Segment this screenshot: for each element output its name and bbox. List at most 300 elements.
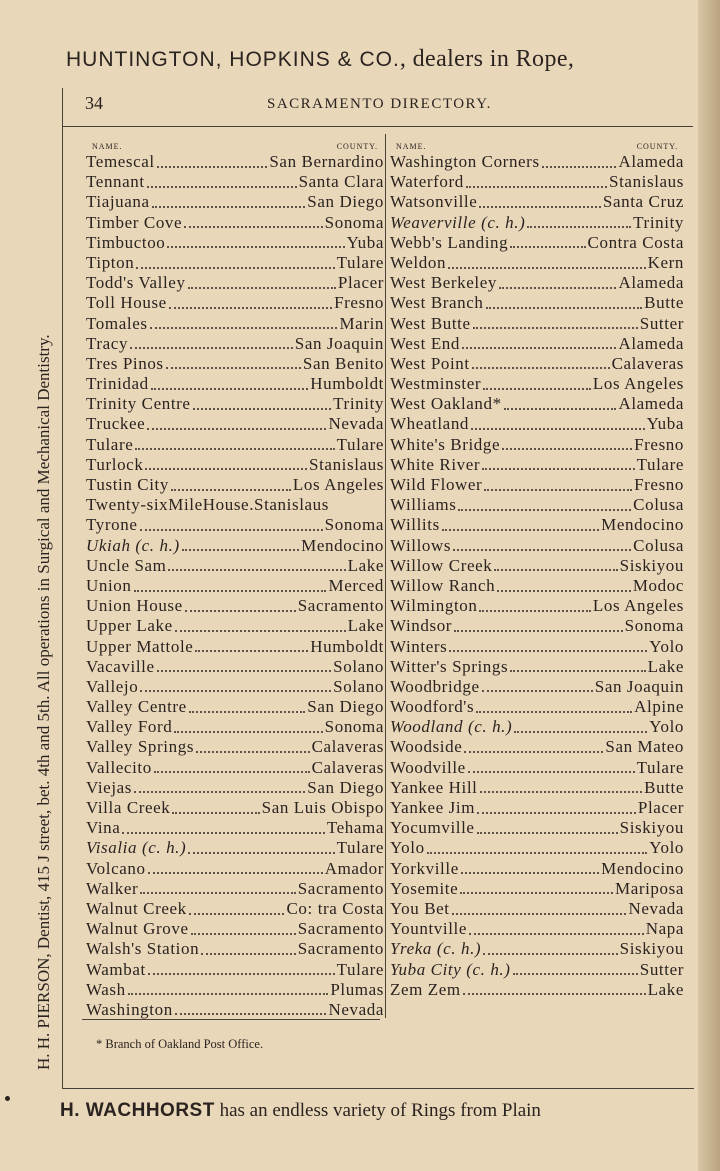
county-name: Nevada <box>628 898 684 918</box>
county-name: San Luis Obispo <box>261 798 384 817</box>
directory-entry <box>86 737 384 757</box>
leader-dots <box>174 730 322 733</box>
bottom-ad-text: has an endless variety of Rings from Plain <box>214 1100 541 1121</box>
county-name: Solano <box>333 656 384 676</box>
left-entry-list <box>86 152 384 1020</box>
county-name: Stanislaus <box>309 454 384 474</box>
county-name: Kern <box>647 252 684 272</box>
leader-dots <box>168 568 345 571</box>
directory-entry <box>390 838 684 858</box>
leader-dots <box>171 488 291 491</box>
county-name: Butte <box>644 777 684 797</box>
directory-entry <box>86 879 384 899</box>
side-advertisement: H. H. PIERSON, Dentist, 415 J street, bet. 4th and 5th. All operations in Surgical and Mechanical Dentistry. <box>34 334 53 1070</box>
place-name: Waterford <box>390 172 464 192</box>
county-name: Sacramento <box>297 919 384 939</box>
leader-dots <box>150 326 338 329</box>
directory-entry <box>86 435 384 455</box>
county-name: Yuba <box>646 414 684 434</box>
place-name: Weaverville (c. h.) <box>390 212 526 232</box>
right-entry-list <box>390 152 684 1000</box>
directory-entry <box>390 818 684 838</box>
directory-entry <box>86 213 384 233</box>
county-name: Siskiyou <box>619 818 684 838</box>
directory-entry <box>86 293 384 313</box>
leader-dots <box>442 528 599 531</box>
county-name: Trinity <box>633 212 684 232</box>
place-name: Woodside <box>390 737 463 757</box>
place-name: Truckee <box>86 414 146 434</box>
leader-dots <box>449 649 647 652</box>
place-name: Woodville <box>390 757 466 777</box>
county-name: Sacramento <box>297 939 384 959</box>
leader-dots <box>188 286 336 289</box>
place-name: Vallejo <box>86 676 139 696</box>
place-name: Volcano <box>86 858 146 878</box>
leader-dots <box>452 912 627 915</box>
leader-dots <box>468 770 635 773</box>
county-name: Tulare <box>636 757 684 777</box>
leader-dots <box>140 528 323 531</box>
leader-dots <box>185 609 296 612</box>
leader-dots <box>458 508 631 511</box>
directory-entry <box>86 354 384 374</box>
place-name: Witter's Springs <box>390 656 509 676</box>
place-name: White River <box>390 454 481 474</box>
directory-entry <box>390 879 684 899</box>
place-name: Timbuctoo <box>86 232 166 252</box>
place-name: Wambat <box>86 959 146 979</box>
county-name: Lake <box>347 616 384 636</box>
place-name: Visalia (c. h.) <box>86 838 187 858</box>
leader-dots <box>514 730 647 733</box>
leader-dots <box>502 447 632 450</box>
place-name: Yorkville <box>390 858 459 878</box>
county-name: Yolo <box>649 838 684 858</box>
county-name: San Bernardino <box>269 152 384 171</box>
directory-entry <box>390 455 684 475</box>
directory-entry <box>390 233 684 253</box>
county-name: Trinity <box>333 394 384 414</box>
directory-entry <box>86 556 384 576</box>
place-name: Tipton <box>86 252 135 272</box>
place-name: Twenty-sixMileHouse.Stanislaus <box>86 495 329 515</box>
leader-dots <box>167 245 344 248</box>
directory-entry <box>86 677 384 697</box>
county-name: Tulare <box>336 838 384 858</box>
directory-entry <box>390 192 684 212</box>
leader-dots <box>136 266 334 269</box>
place-name: Upper Mattole <box>86 636 194 656</box>
leader-dots <box>477 811 636 814</box>
leader-dots <box>461 871 599 874</box>
leader-dots <box>448 266 646 269</box>
left-column-header <box>86 142 384 152</box>
county-name: Tulare <box>636 454 684 474</box>
county-name: Contra Costa <box>587 232 684 252</box>
county-header: COUNTY. <box>336 142 378 151</box>
leader-dots <box>140 891 295 894</box>
county-name: Co: tra Costa <box>286 898 384 918</box>
leader-dots <box>189 710 306 713</box>
leader-dots <box>479 609 590 612</box>
place-name: Tyrone <box>86 515 138 535</box>
place-name: Vallecito <box>86 757 152 777</box>
directory-entry <box>390 677 684 697</box>
county-name: Placer <box>337 273 384 293</box>
place-name: Wild Flower <box>390 475 483 494</box>
place-name: Yankee Jim <box>390 798 476 817</box>
directory-entry <box>390 758 684 778</box>
directory-entry <box>86 475 384 495</box>
leader-dots <box>148 972 335 975</box>
directory-entry <box>390 576 684 596</box>
county-name: San Benito <box>302 353 384 373</box>
directory-entry <box>86 798 384 818</box>
county-name: Santa Clara <box>298 172 384 192</box>
county-name: Siskiyou <box>619 555 684 575</box>
directory-entry <box>390 798 684 818</box>
county-name: Alameda <box>618 152 684 171</box>
place-name: Yuba City (c. h.) <box>390 959 511 979</box>
place-name: Willow Creek <box>390 555 493 575</box>
county-name: Sonoma <box>624 616 684 636</box>
county-name: Stanislaus <box>609 172 684 192</box>
directory-entry <box>390 980 684 1000</box>
place-name: Tulare <box>86 434 134 454</box>
leader-dots <box>454 629 623 632</box>
county-name: Tulare <box>336 252 384 272</box>
leader-dots <box>189 912 285 915</box>
county-name: Los Angeles <box>592 374 684 394</box>
directory-entry <box>86 152 384 172</box>
county-name: Tulare <box>336 959 384 979</box>
place-name: Villa Creek <box>86 798 171 817</box>
place-name: Willow Ranch <box>390 575 496 595</box>
place-name: Tomales <box>86 313 148 333</box>
directory-entry <box>390 778 684 798</box>
right-column-header <box>390 142 684 152</box>
place-name: West Point <box>390 353 470 373</box>
place-name: Woodford's <box>390 697 475 717</box>
county-name: Alpine <box>634 697 684 717</box>
directory-entry <box>86 657 384 677</box>
place-name: Uncle Sam <box>86 555 167 575</box>
county-name: Santa Cruz <box>602 192 684 212</box>
page-number: 34 <box>85 93 103 113</box>
directory-entry <box>390 374 684 394</box>
place-name: Tennant <box>86 172 145 192</box>
column-divider <box>385 134 386 1018</box>
county-name: Sonoma <box>324 212 384 232</box>
directory-entry <box>86 495 384 515</box>
directory-entry <box>86 919 384 939</box>
leader-dots <box>542 165 617 168</box>
place-name: Yountville <box>390 919 468 939</box>
place-name: Zem Zem <box>390 979 461 999</box>
page-title: SACRAMENTO DIRECTORY. <box>267 96 492 112</box>
county-name: Lake <box>647 656 684 676</box>
directory-entry <box>86 596 384 616</box>
directory-entry <box>390 616 684 636</box>
county-name: Humboldt <box>310 374 384 394</box>
directory-entry <box>86 172 384 192</box>
county-name: Yolo <box>649 636 684 656</box>
place-name: Valley Ford <box>86 717 173 737</box>
leader-dots <box>480 790 643 793</box>
leader-dots <box>483 387 591 390</box>
leader-dots <box>464 750 603 753</box>
county-name: Colusa <box>633 495 684 515</box>
leader-dots <box>147 185 297 188</box>
directory-entry <box>390 435 684 455</box>
page-edge <box>698 0 720 1171</box>
county-name: San Joaquin <box>294 333 384 353</box>
leader-dots <box>134 790 305 793</box>
leader-dots <box>122 831 324 834</box>
directory-entry <box>390 334 684 354</box>
place-name: Watsonville <box>390 192 478 212</box>
leader-dots <box>145 467 307 470</box>
bottom-ad-firm: H. WACHHORST <box>60 1100 215 1121</box>
county-name: Solano <box>333 676 384 696</box>
directory-entry <box>390 172 684 192</box>
county-name: Butte <box>644 293 684 313</box>
directory-entry <box>86 192 384 212</box>
county-name: Los Angeles <box>292 475 384 494</box>
county-name: Siskiyou <box>619 939 684 959</box>
place-name: Valley Springs <box>86 737 195 757</box>
directory-entry <box>390 556 684 576</box>
leader-dots <box>193 407 332 410</box>
leader-dots <box>154 770 310 773</box>
county-name: Napa <box>645 919 684 939</box>
directory-entry <box>390 939 684 959</box>
leader-dots <box>196 750 310 753</box>
footnote: * Branch of Oakland Post Office. <box>96 1037 264 1051</box>
directory-entry <box>390 213 684 233</box>
directory-entry <box>86 616 384 636</box>
directory-entry <box>86 758 384 778</box>
name-header: NAME. <box>92 142 123 151</box>
county-name: Mendocino <box>601 515 684 535</box>
county-name: Mendocino <box>601 858 684 878</box>
county-name: San Joaquin <box>594 676 684 696</box>
leader-dots <box>497 589 631 592</box>
leader-dots <box>482 689 593 692</box>
leader-dots <box>188 851 334 854</box>
left-column <box>86 142 384 1020</box>
county-name: Yolo <box>649 717 684 737</box>
leader-dots <box>510 245 585 248</box>
place-name: Toll House <box>86 293 167 313</box>
county-name: Calaveras <box>311 757 384 777</box>
leader-dots <box>182 548 299 551</box>
county-name: Colusa <box>633 535 684 555</box>
county-name: Placer <box>637 798 684 817</box>
directory-entry <box>390 253 684 273</box>
county-name: Tulare <box>336 434 384 454</box>
leader-dots <box>510 669 645 672</box>
directory-entry <box>86 899 384 919</box>
directory-entry <box>390 314 684 334</box>
place-name: Walker <box>86 878 139 898</box>
county-name: Fresno <box>334 293 384 313</box>
place-name: Yosemite <box>390 878 459 898</box>
leader-dots <box>513 972 638 975</box>
directory-entry <box>86 233 384 253</box>
county-name: Sutter <box>639 313 684 333</box>
place-name: Yankee Hill <box>390 777 478 797</box>
place-name: Walnut Creek <box>86 898 187 918</box>
county-name: Fresno <box>634 434 684 454</box>
leader-dots <box>494 568 617 571</box>
county-name: Modoc <box>632 575 684 595</box>
directory-entry <box>86 939 384 959</box>
bottom-advertisement <box>60 1100 710 1122</box>
leader-dots <box>157 669 332 672</box>
place-name: Walnut Grove <box>86 919 189 939</box>
directory-entry <box>86 536 384 556</box>
leader-dots <box>460 891 613 894</box>
place-name: West Branch <box>390 293 484 313</box>
county-name: Fresno <box>634 475 684 494</box>
leader-dots <box>169 306 332 309</box>
county-name: Alameda <box>618 394 684 414</box>
leader-dots <box>483 952 617 955</box>
directory-entry <box>86 697 384 717</box>
directory-entry <box>390 899 684 919</box>
county-name: Calaveras <box>611 353 684 373</box>
county-name: San Diego <box>307 697 384 717</box>
directory-entry <box>86 273 384 293</box>
place-name: Trinity Centre <box>86 394 191 414</box>
directory-entry <box>86 980 384 1000</box>
leader-dots <box>151 387 309 390</box>
right-column <box>390 142 684 1000</box>
place-name: White's Bridge <box>390 434 501 454</box>
place-name: Winters <box>390 636 448 656</box>
top-advertisement <box>66 46 706 73</box>
leader-dots <box>484 488 632 491</box>
leader-dots <box>148 871 323 874</box>
directory-entry <box>86 859 384 879</box>
county-name: Sonoma <box>324 515 384 535</box>
directory-entry <box>390 697 684 717</box>
directory-entry <box>86 253 384 273</box>
leader-dots <box>427 851 648 854</box>
county-name: Nevada <box>328 999 384 1019</box>
leader-dots <box>201 952 296 955</box>
place-name: Williams <box>390 495 457 515</box>
place-name: Webb's Landing <box>390 232 509 252</box>
page-header <box>85 93 685 119</box>
place-name: Yocumville <box>390 818 475 838</box>
leader-dots <box>147 427 326 430</box>
leader-dots <box>469 932 644 935</box>
leader-dots <box>157 165 268 168</box>
place-name: Vacaville <box>86 656 155 676</box>
leader-dots <box>482 467 634 470</box>
county-name: Mendocino <box>301 535 384 555</box>
directory-entry <box>390 637 684 657</box>
directory-entry <box>390 354 684 374</box>
place-name: Willows <box>390 535 452 555</box>
county-name: Lake <box>647 979 684 999</box>
place-name: Timber Cove <box>86 212 183 232</box>
county-name: San Diego <box>307 777 384 797</box>
leader-dots <box>504 407 617 410</box>
county-name: San Mateo <box>605 737 684 757</box>
place-name: Viejas <box>86 777 133 797</box>
place-name: Union House <box>86 596 183 616</box>
directory-entry <box>390 475 684 495</box>
directory-entry <box>390 495 684 515</box>
leader-dots <box>471 427 645 430</box>
directory-entry <box>390 293 684 313</box>
leader-dots <box>134 589 327 592</box>
margin-mark <box>5 1096 10 1101</box>
leader-dots <box>479 205 601 208</box>
place-name: Vina <box>86 818 121 838</box>
directory-entry <box>86 394 384 414</box>
directory-entry <box>390 717 684 737</box>
place-name: West Oakland* <box>390 394 502 414</box>
place-name: Tiajuana <box>86 192 150 212</box>
directory-entry <box>390 737 684 757</box>
place-name: Trinidad <box>86 374 149 394</box>
place-name: Temescal <box>86 152 155 171</box>
leader-dots <box>135 447 334 450</box>
leader-dots <box>463 992 646 995</box>
directory-entry <box>86 515 384 535</box>
county-name: Lake <box>347 555 384 575</box>
county-name: Yuba <box>346 232 384 252</box>
directory-entry <box>86 374 384 394</box>
place-name: You Bet <box>390 898 450 918</box>
directory-entry <box>86 576 384 596</box>
place-name: Union <box>86 575 132 595</box>
list-end-rule <box>82 1019 380 1020</box>
place-name: Wilmington <box>390 596 478 616</box>
directory-entry <box>390 515 684 535</box>
county-name: Sacramento <box>297 878 384 898</box>
county-name: Plumas <box>330 979 384 999</box>
leader-dots <box>477 831 618 834</box>
place-name: Todd's Valley <box>86 273 186 293</box>
directory-entry <box>86 1000 384 1020</box>
place-name: Washington <box>86 999 173 1019</box>
county-name: Alameda <box>618 273 684 293</box>
leader-dots <box>499 286 616 289</box>
top-ad-firm: HUNTINGTON, HOPKINS & CO. <box>66 48 400 71</box>
place-name: Ukiah (c. h.) <box>86 535 180 555</box>
place-name: West Butte <box>390 313 471 333</box>
place-name: Woodbridge <box>390 676 480 696</box>
directory-entry <box>86 334 384 354</box>
leader-dots <box>453 548 631 551</box>
directory-entry <box>86 818 384 838</box>
leader-dots <box>166 366 301 369</box>
directory-entry <box>86 960 384 980</box>
place-name: Weldon <box>390 252 447 272</box>
place-name: Windsor <box>390 616 453 636</box>
county-name: Tehama <box>326 818 384 838</box>
place-name: Wheatland <box>390 414 470 434</box>
directory-entry <box>390 152 684 172</box>
place-name: Yreka (c. h.) <box>390 939 482 959</box>
place-name: Tustin City <box>86 475 169 494</box>
